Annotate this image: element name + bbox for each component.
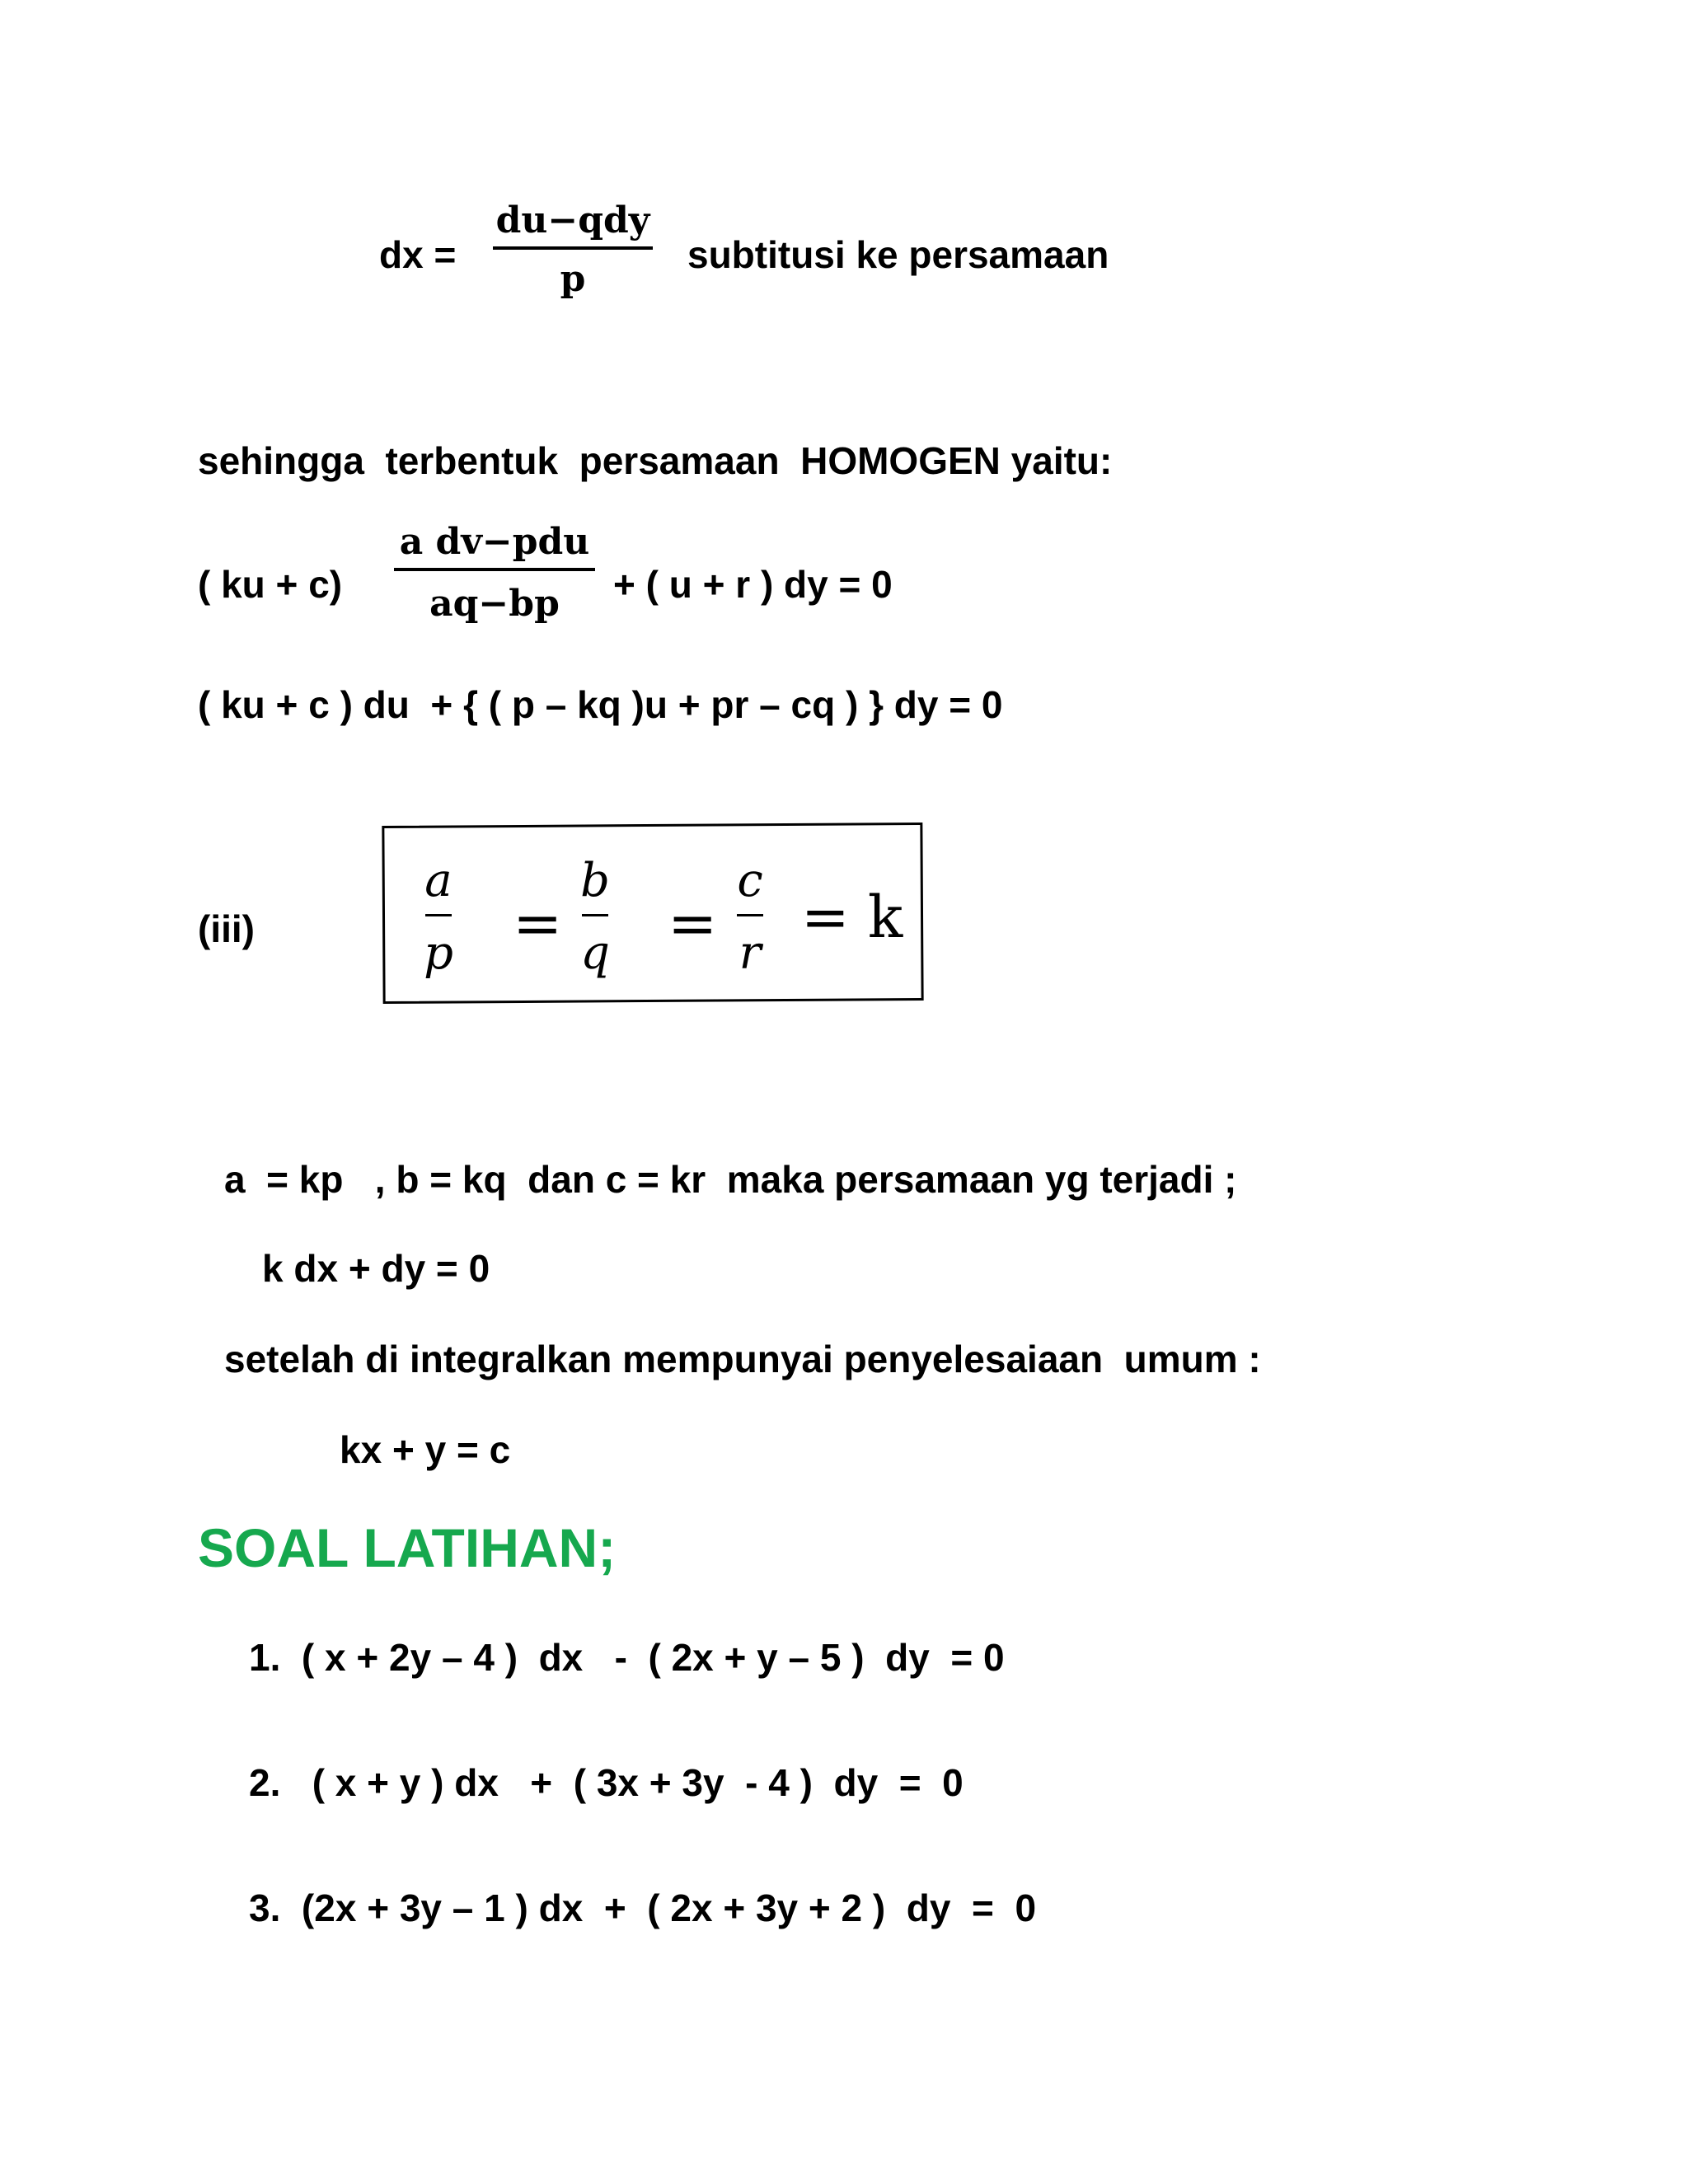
substitution-note: subtitusi ke persamaan [687,233,1109,276]
exercise-item: 1. ( x + 2y – 4 ) dx - ( 2x + y – 5 ) dy = 0 [249,1636,1005,1679]
ratio-r: r [738,926,762,980]
general-solution: kx + y = c [340,1428,511,1471]
dx-fraction [493,199,653,300]
equals-k: = k [801,883,903,951]
dx-numerator: du−qdy [495,199,650,241]
eq2-left: ( ku + c) [198,563,343,606]
exercise-item: 3. (2x + 3y – 1 ) dx + ( 2x + 3y + 2 ) dy = 0 [249,1886,1037,1929]
eq4: k dx + dy = 0 [262,1247,490,1290]
ratio-b-over-q [570,854,620,980]
ratio-c-over-r [725,854,775,980]
ratio-c: c [737,854,763,907]
fraction-bar [394,568,595,571]
ratio-q: q [580,926,610,980]
homogeneous-intro: sehingga terbentuk persamaan HOMOGEN yaitu: [198,439,1113,482]
ratio-b: b [580,854,610,907]
fraction-bar [582,914,608,916]
ratio-p: p [424,926,453,980]
condition-line: a = kp , b = kq dan c = kr maka persamaan yg terjadi ; [224,1158,1237,1201]
soal-heading: SOAL LATIHAN; [198,1517,617,1578]
eq2-numerator: a dv−pdu [399,521,590,563]
equals-2: = [668,888,718,958]
case-label: (iii) [198,907,255,950]
dx-denominator: p [560,258,586,300]
fraction-bar [425,914,452,916]
equals-1: = [513,888,563,958]
exercise-item: 2. ( x + y ) dx + ( 3x + 3y - 4 ) dy = 0 [249,1761,964,1804]
eq2-right: + ( u + r ) dy = 0 [613,563,893,606]
ratio-a-over-p [414,854,463,980]
dx-lhs: dx = [379,233,457,276]
integration-note: setelah di integralkan mempunyai penyelesaiaan umum : [224,1338,1261,1380]
eq2-denominator: aq−bp [429,583,560,625]
eq3: ( ku + c ) du + { ( p – kq )u + pr – cq ) } dy = 0 [198,683,1003,726]
fraction-bar [493,246,653,250]
eq2-fraction [394,521,595,625]
ratio-a: a [424,854,452,907]
fraction-bar [737,914,763,916]
